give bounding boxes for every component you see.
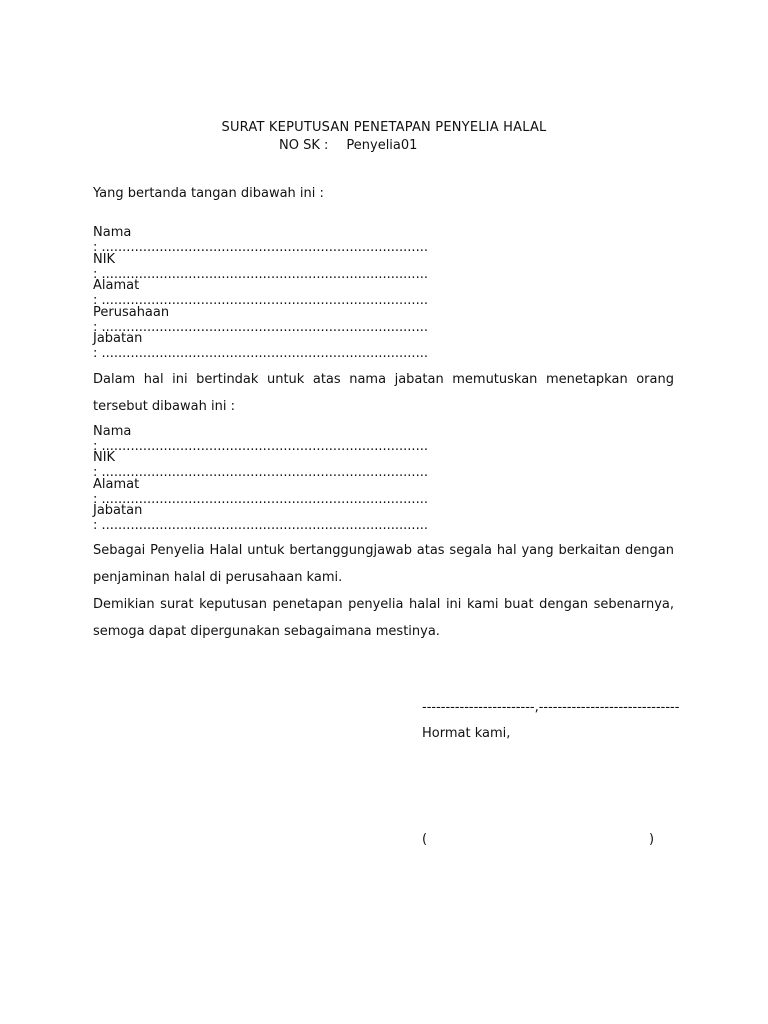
intro-text: Yang bertanda tangan dibawah ini : xyxy=(93,186,324,201)
field-value: : ............................................................................... xyxy=(93,439,428,454)
decree-number-value: Penyelia01 xyxy=(346,138,418,153)
signer-field-nama xyxy=(93,225,513,255)
field-label: Jabatan xyxy=(93,331,143,346)
field-value: : ............................................................................... xyxy=(93,320,428,335)
field-label: NIK xyxy=(93,450,116,465)
closing-paragraph: Demikian surat keputusan penetapan penyelia halal ini kami buat dengan sebenarnya, semoga dapat dipergunakan sebagaimana mestinya. xyxy=(93,597,674,639)
field-value: : ............................................................................... xyxy=(93,518,428,533)
field-value: : ............................................................................... xyxy=(93,240,428,255)
field-value: : ............................................................................... xyxy=(93,346,428,361)
signer-field-alamat xyxy=(93,278,513,308)
signature-paren-close: ) xyxy=(649,832,655,847)
field-label: Alamat xyxy=(93,477,140,492)
field-value: : ............................................................................... xyxy=(93,465,428,480)
field-label: Nama xyxy=(93,424,132,439)
place-date-line: ------------------------,------------------------------ xyxy=(422,700,680,715)
appointee-field-nik xyxy=(93,450,513,480)
document-title: SURAT KEPUTUSAN PENETAPAN PENYELIA HALAL xyxy=(221,120,547,135)
signer-field-jabatan xyxy=(93,331,513,361)
signature-paren-open: ( xyxy=(422,832,428,847)
appointee-field-jabatan xyxy=(93,503,513,533)
decree-number xyxy=(279,138,417,153)
decree-number-label: NO SK : xyxy=(279,138,329,153)
field-label: Jabatan xyxy=(93,503,143,518)
field-label: Perusahaan xyxy=(93,305,170,320)
field-value: : ............................................................................... xyxy=(93,293,428,308)
field-value: : ............................................................................... xyxy=(93,492,428,507)
field-value: : ............................................................................... xyxy=(93,267,428,282)
regards-text: Hormat kami, xyxy=(422,726,511,741)
field-label: NIK xyxy=(93,252,116,267)
role-paragraph: Sebagai Penyelia Halal untuk bertanggungjawab atas segala hal yang berkaitan dengan penjaminan halal di perusahaan kami. xyxy=(93,543,674,585)
field-label: Nama xyxy=(93,225,132,240)
decision-paragraph: Dalam hal ini bertindak untuk atas nama jabatan memutuskan menetapkan orang tersebut dibawah ini : xyxy=(93,372,674,414)
field-label: Alamat xyxy=(93,278,140,293)
